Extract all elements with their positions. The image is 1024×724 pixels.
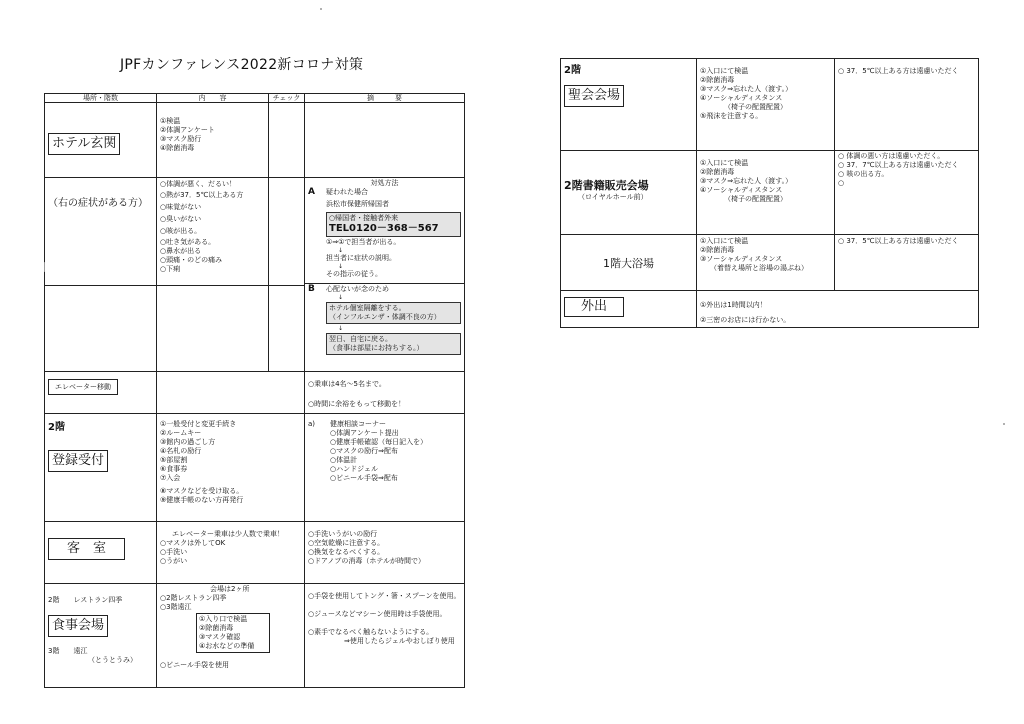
arrow-icon: ↓ [338, 263, 344, 270]
list-item: ②除菌消毒 [199, 624, 234, 632]
list-item: ○吐き気がある。 [160, 238, 216, 246]
list-item: ③マスク確認 [199, 633, 241, 641]
dining-cell [45, 584, 157, 688]
hotel-entrance-items [157, 103, 269, 178]
right-sheet [560, 58, 979, 328]
case-a-step: ①⇒①で担当者が出る。 [326, 238, 401, 246]
list-item: ⑥食事券 [160, 465, 188, 473]
list-item: エレベーター乗車は少人数で乗車！ [172, 530, 284, 538]
check-cell [269, 103, 305, 178]
bath-summary [835, 235, 979, 291]
list-item: ①入口にて検温 [700, 67, 749, 75]
list-item: ○下痢 [160, 265, 181, 273]
isolation-box-line: ホテル個室隔離をする。 [329, 304, 406, 312]
list-item: ○ [838, 179, 845, 187]
response-method-cell [305, 178, 465, 372]
list-item: ⑧マスクなどを受け取る。 [160, 487, 244, 495]
guestroom-label: 客 室 [48, 538, 125, 560]
books-sub: （ロイヤルホール前） [578, 193, 648, 201]
empty-cell [45, 286, 157, 372]
case-a-line: 浜松市保健所帰国者 [326, 200, 389, 208]
symptoms-label: （右の症状がある方） [48, 198, 148, 209]
return-home-box-line: （食事は部屋にお持ちする。） [329, 344, 424, 352]
dining-label: 食事会場 [48, 615, 108, 637]
case-a-letter: A [308, 187, 315, 197]
list-item: ②三密のお店には行かない。 [700, 316, 791, 324]
empty-cell [157, 372, 305, 414]
list-item: ○ビニール手袋⇒配布 [330, 474, 398, 482]
list-item: ○体温計 [330, 456, 358, 464]
list-item: ○ 37．5℃以上ある方は遠慮いただく [838, 237, 959, 245]
elevator-cell [45, 372, 157, 414]
list-item: ○マスクの励行⇒配布 [330, 447, 398, 455]
list-item: （椅子の配置配置） [724, 195, 787, 203]
list-item: ④お水などの準備 [199, 642, 255, 650]
floor-label: 3階 遠江 [48, 647, 88, 655]
floor-label: 2階 [564, 65, 581, 76]
guestroom-items [157, 522, 305, 584]
bath-cell [561, 235, 697, 291]
left-sheet [44, 93, 465, 688]
health-corner-cell [305, 414, 465, 522]
floor-label: 2階 レストラン四季 [48, 596, 123, 604]
list-item: ○手洗い [160, 548, 188, 556]
arrow-icon: ↓ [338, 325, 344, 332]
registration-cell [45, 414, 157, 522]
list-item: ○3階遠江 [160, 603, 192, 611]
dining-items [157, 584, 305, 688]
phone-number: TEL0120－368－567 [329, 223, 439, 234]
arrow-icon: ↓ [338, 294, 344, 301]
list-item: ①入り口で検温 [199, 615, 248, 623]
hall-items [697, 59, 835, 151]
list-item: ○マスクは外してOK [160, 539, 226, 547]
list-item: ○空気乾燥に注意する。 [308, 539, 385, 547]
list-item: ○ 咳の出る方。 [838, 170, 889, 178]
list-item: ○素手でなるべく触らないようにする。 [308, 628, 434, 636]
list-item: （着替え場所と浴場の湯ぶね） [710, 264, 808, 272]
hall-label: 聖会会場 [564, 85, 624, 107]
summary-cell [305, 103, 465, 178]
scan-speck [320, 8, 322, 10]
list-item: ②除菌消毒 [700, 76, 735, 84]
scan-speck [1003, 423, 1005, 425]
hall-cell [561, 59, 697, 151]
list-item: ④ソーシャルディスタンス [700, 94, 783, 102]
books-label: 2階書籍販売会場 [564, 179, 649, 192]
header-content: 内 容 [157, 94, 269, 103]
list-item: ①入口にて検温 [700, 159, 749, 167]
list-item: ⇒使用したらジェルやおしぼり使用 [344, 637, 455, 645]
symptoms-items [157, 178, 269, 286]
dining-summary [305, 584, 465, 688]
list-item: ①検温 [160, 117, 181, 125]
check-cell [269, 178, 305, 286]
response-method-title: 対処方法 [370, 179, 399, 187]
list-item: ①外出は1時間以内！ [700, 301, 767, 309]
document-title: JPFカンファレンス2022新コロナ対策 [120, 57, 364, 73]
list-item: ○手洗いうがいの励行 [308, 530, 378, 538]
list-item: ④除菌消毒 [160, 144, 195, 152]
bath-label: 1階大浴場 [603, 257, 654, 270]
list-item: ○2階レストラン四季 [160, 594, 227, 602]
list-item: ③館内の過ごし方 [160, 438, 216, 446]
header-summary: 摘 要 [305, 94, 465, 103]
dining-checklist-box [196, 613, 270, 653]
list-item: ④ソーシャルディスタンス [700, 186, 783, 194]
corner-letter: a) [308, 420, 316, 428]
list-item: ○ 37．5℃以上ある方は遠慮いただく [838, 67, 959, 75]
list-item: ○健康手帳確認（毎日記入を） [330, 438, 428, 446]
list-item: ○ビニール手袋を使用 [160, 661, 229, 669]
list-item: ○体調が悪く、だるい！ [160, 180, 236, 188]
list-item: ⑦入会 [160, 474, 181, 482]
list-item: ③マスク励行 [160, 135, 202, 143]
elevator-summary [305, 372, 465, 414]
list-item: ①一般受付と変更手続き [160, 420, 237, 428]
case-a-step: 担当者に症状の説明。 [326, 254, 396, 262]
hotel-entrance-label: ホテル玄関 [48, 133, 120, 155]
books-items [697, 151, 835, 235]
list-item: ②体調アンケート [160, 126, 215, 134]
case-a-step: その指示の従う。 [326, 270, 382, 278]
bath-items [697, 235, 835, 291]
hall-summary [835, 59, 979, 151]
list-item: ④名札の励行 [160, 447, 202, 455]
outing-cell [561, 291, 697, 328]
corner-title: 健康相談コーナー [330, 420, 386, 428]
guestroom-summary [305, 522, 465, 584]
registration-label: 登録受付 [48, 450, 108, 472]
hotel-entrance-cell [45, 103, 157, 178]
list-item: ○体調アンケート提出 [330, 429, 399, 437]
case-b-line: 心配ないが念のため [326, 285, 389, 293]
isolation-box-line: （インフルエンザ・体調不良の方） [329, 313, 441, 321]
return-home-box-line: 翌日、自宅に戻る。 [329, 335, 392, 343]
list-item: ○手袋を使用してトング・箸・スプーンを使用。 [308, 592, 461, 600]
outing-label: 外出 [564, 297, 624, 317]
symptoms-cell [45, 178, 157, 286]
list-item: ③マスク⇒忘れた人（渡す。） [700, 177, 793, 185]
list-item: ○ 37．7℃以上ある方は遠慮いただく [838, 161, 959, 169]
list-item: ⑤部屋割 [160, 456, 188, 464]
list-item: ①入口にて検温 [700, 237, 749, 245]
arrow-icon: ↓ [338, 247, 344, 254]
list-item: ○頭痛・のどの痛み [160, 256, 223, 264]
list-item: ⑤飛沫を注意する。 [700, 112, 763, 120]
registration-items [157, 414, 305, 522]
floor-reading: （とうとうみ） [88, 656, 137, 664]
list-item: ③ソーシャルディスタンス [700, 255, 783, 263]
list-item: ○熱が37．5℃以上ある方 [160, 191, 244, 199]
list-item: ③マスク⇒忘れた人（渡す。） [700, 85, 793, 93]
check-cell [269, 286, 305, 372]
scan-speck [44, 262, 45, 272]
list-item: （椅子の配置配置） [724, 103, 787, 111]
guestroom-cell [45, 522, 157, 584]
list-item: ○うがい [160, 557, 188, 565]
elevator-label: エレベーター移動 [48, 379, 118, 395]
books-summary [835, 151, 979, 235]
case-b-letter: B [308, 284, 315, 294]
venue-note: 会場は2ヶ所 [210, 585, 250, 593]
list-item: ○乗車は4名～5名まで。 [308, 380, 386, 388]
list-item: ○ジュースなどマシーン使用時は手袋使用。 [308, 610, 447, 618]
empty-cell [157, 286, 269, 372]
list-item: ②除菌消毒 [700, 168, 735, 176]
header-check: チェック [269, 94, 305, 103]
list-item: ○咳が出る。 [160, 227, 202, 235]
list-item: ○時間に余裕をもって移動を！ [308, 400, 406, 408]
list-item: ②除菌消毒 [700, 246, 735, 254]
list-item: ○ドアノブの消毒（ホテルが時間で） [308, 557, 425, 565]
list-item: ○臭いがない [160, 215, 202, 223]
header-place: 場所・階数 [45, 94, 157, 103]
floor-label: 2階 [48, 422, 65, 433]
list-item: ○味覚がない [160, 203, 202, 211]
list-item: ○鼻水が出る [160, 247, 202, 255]
list-item: ⑨健康手帳のない方再発行 [160, 496, 244, 504]
list-item: ②ルームキー [160, 429, 202, 437]
outing-items [697, 291, 979, 328]
case-a-line: 疑われた場合 [326, 188, 368, 196]
list-item: ○ 体調の悪い方は遠慮いただく。 [838, 152, 945, 160]
outpatient-box: ○帰国者・接触者外来 [329, 214, 399, 222]
list-item: ○ハンドジェル [330, 465, 378, 473]
books-cell [561, 151, 697, 235]
list-item: ○換気をなるべくする。 [308, 548, 385, 556]
